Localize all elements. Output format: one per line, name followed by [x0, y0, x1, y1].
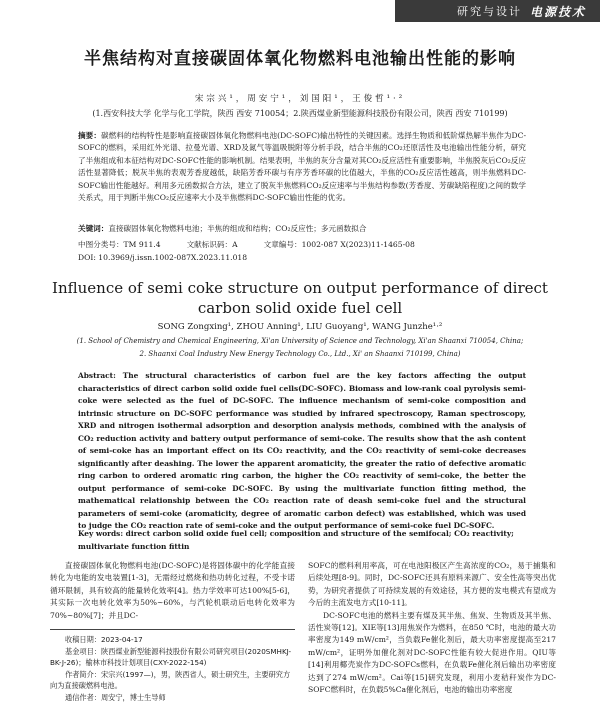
journal-name: 电源技术 — [529, 4, 586, 19]
authors-english: SONG Zongxing¹, ZHOU Anning¹, LIU Guoyang¹, WANG Junzhe¹·² — [157, 322, 443, 332]
keywords-english — [78, 528, 526, 553]
authors-chinese: 宋宗兴¹，周安宁¹，刘国阳¹，王俊哲¹·² — [194, 94, 406, 104]
affiliation-english — [0, 335, 600, 361]
clc-number: 中图分类号：TM 911.4 — [78, 240, 161, 249]
keywords-cn-text: 直接碳固体氧化物燃料电池；半焦的组成和结构；CO₂反应性；多元函数拟合 — [108, 224, 367, 233]
body-column-left — [50, 560, 295, 622]
body-right-paragraph-1: SOFC的燃料利用率高，可在电池阳极区产生高浓度的CO₂，易于捕集和后续处理[8-9]。同时，DC-SOFC还具有原料来源广、安全性高等突出优势，为研究者提供了可持续发展的有效途径，其方便的发电模式有望成为今后的主流发电方式[10-11]。 — [308, 561, 556, 608]
abstract-cn-label: 摘要： — [78, 131, 101, 140]
abstract-cn-text: 碳燃料的结构特性是影响直接碳固体氧化物燃料电池(DC-SOFC)输出特性的关键因素。选择生物质和低阶煤热解半焦作为DC-SOFC的燃料，采用红外光谱、拉曼光谱、XRD及氮气等温吸脱附等分析手段，结合半焦的CO₂还原活性及电池输出性能分析，研究了半焦组成和本征结构对DC-SOFC性能的影响机制。结果表明，半焦的灰分含量对其CO₂反应活性有重要影响，半焦脱灰后CO₂反应活性显著降低；脱灰半焦的表观芳香度越低，缺陷芳香环碳与有序芳香环碳的比值越大，半焦的CO₂反应活性越高，则半焦燃料DC-SOFC输出性能越好。利用多元函数拟合方法，建立了脱灰半焦燃料CO₂反应速率与半焦结构参数(芳香度、芳碳缺陷程度)之间的数学关系式，用于判断半焦CO₂反应速率大小及半焦燃料DC-SOFC输出性能的优劣。 — [78, 131, 527, 203]
affiliation-chinese: (1.西安科技大学 化学与化工学院，陕西 西安 710054；2.陕西煤业新型能源科技股份有限公司，陕西 西安 710199) — [92, 109, 508, 118]
footnote-funding: 基金项目：陕西煤业新型能源科技股份有限公司研究项目(2020SMHKJ-BK-J-26)；榆林市科技计划项目(CXY-2022-154) — [50, 646, 292, 668]
title-en-line-1: Influence of semi coke structure on output performance of direct — [52, 279, 548, 297]
affiliation-en-2: 2. Shaanxi Coal Industry New Energy Technology Co., Ltd., Xi' an Shaanxi 710199, China) — [139, 350, 461, 358]
keywords-en-label: Key words: — [78, 529, 124, 538]
abstract-en-label: Abstract: — [78, 371, 116, 380]
classification-row — [78, 239, 526, 251]
abstract-chinese — [78, 130, 526, 204]
keywords-en-text: direct carbon solid oxide fuel cell; composition and structure of the semifocal; CO₂ reactivity; multivariate function fittin — [78, 529, 514, 551]
abstract-en-text: The structural characteristics of carbon fuel are the key factors affecting the output characteristics of direct carbon solid oxide fuel cells(DC-SOFC). Biomass and low-rank coal pyrolysis semi-coke were selected as the fuel of DC-SOFC. The influence mechanism of semi-coke composition and intrinsic structure on DC-SOFC performance was studied by infrared spectroscopy, Raman spectroscopy, XRD and nitrogen isothermal adsorption and desorption analysis methods, combined with the analysis of CO₂ reduction activity and battery output performance of semi-coke. The results show that the ash content of semi-coke has an important effect on its CO₂ reactivity, and the CO₂ reactivity of semi-coke decreases significantly after deashing. The lower the apparent aromaticity, the greater the ratio of defective aromatic ring carbon to ordered aromatic ring carbon, the higher the CO₂ reactivity of semi-coke, the better the output performance of semi-coke DC-SOFC. By using the multivariate function fitting method, the mathematical relationship between the CO₂ reaction rate of deash semi-coke fuel and the structural parameters of semi-coke (aromaticity, degree of aromatic carbon defect) was established, which was used to judge the CO₂ reaction rate of semi-coke and the output performance of semi-coke fuel DC-SOFC. — [78, 371, 526, 530]
title-english — [0, 278, 600, 318]
title-chinese: 半焦结构对直接碳固体氧化物燃料电池输出性能的影响 — [84, 49, 516, 69]
doi: DOI: 10.3969/j.issn.1002-087X.2023.11.018 — [78, 253, 248, 262]
footnotes — [50, 634, 295, 704]
footnote-divider — [50, 629, 295, 630]
journal-header-bar — [395, 0, 600, 22]
footnote-corresponding: 通信作者：周安宁，博士生导师 — [65, 692, 166, 702]
body-left-paragraph: 直接碳固体氧化物燃料电池(DC-SOFC)是将固体碳中的化学能直接转化为电能的发电装置[1-3]，无需经过燃烧和热功转化过程，不受卡诺循环限制，具有较高的能量转化效率[4]。热力学效率可达100%[5-6]，其实际一次电转化效率为50%~60%，与汽轮机联动后电转化效率为70%~80%[7]；并且DC- — [50, 561, 295, 620]
footnote-author-bio: 作者简介：宋宗兴(1997—)，男，陕西省人，硕士研究生，主要研究方向为直接碳燃料电池。 — [50, 669, 291, 691]
document-code: 文献标识码：A — [186, 240, 238, 249]
title-en-line-2: carbon solid oxide fuel cell — [197, 299, 403, 317]
body-right-paragraph-2: DC-SOFC电池的燃料主要有煤及其半焦、焦炭、生物质及其半焦、活性炭等[12]。XIE等[13]用焦炭作为燃料，在850 ℃时，电池的最大功率密度为149 mW/cm²，当负载Fe催化剂后，最大功率密度提高至217 mW/cm²，证明外加催化剂对DC-SOFC性能有较大促进作用。QIU等[14]利用椰壳炭作为DC-SOFCs燃料，在负载Fe催化剂后输出功率密度达到了274 mW/cm²。Cai等[15]研究发现，利用小麦秸秆炭作为DC-SOFC燃料时，在负载5%Ca催化剂后，电池的输出功率密度 — [308, 610, 556, 695]
body-column-right — [308, 560, 556, 696]
article-number: 文章编号：1002-087 X(2023)11-1465-08 — [263, 240, 415, 249]
keywords-chinese — [78, 223, 526, 235]
affiliation-en-1: (1. School of Chemistry and Chemical Engineering, Xi'an University of Science and Technology, Xi'an Shaanxi 710054, China; — [76, 337, 524, 345]
abstract-english — [78, 370, 526, 533]
footnote-received: 收稿日期：2023-04-17 — [65, 635, 143, 644]
keywords-cn-label: 关键词： — [78, 224, 109, 233]
section-label: 研究与设计 — [456, 5, 522, 18]
